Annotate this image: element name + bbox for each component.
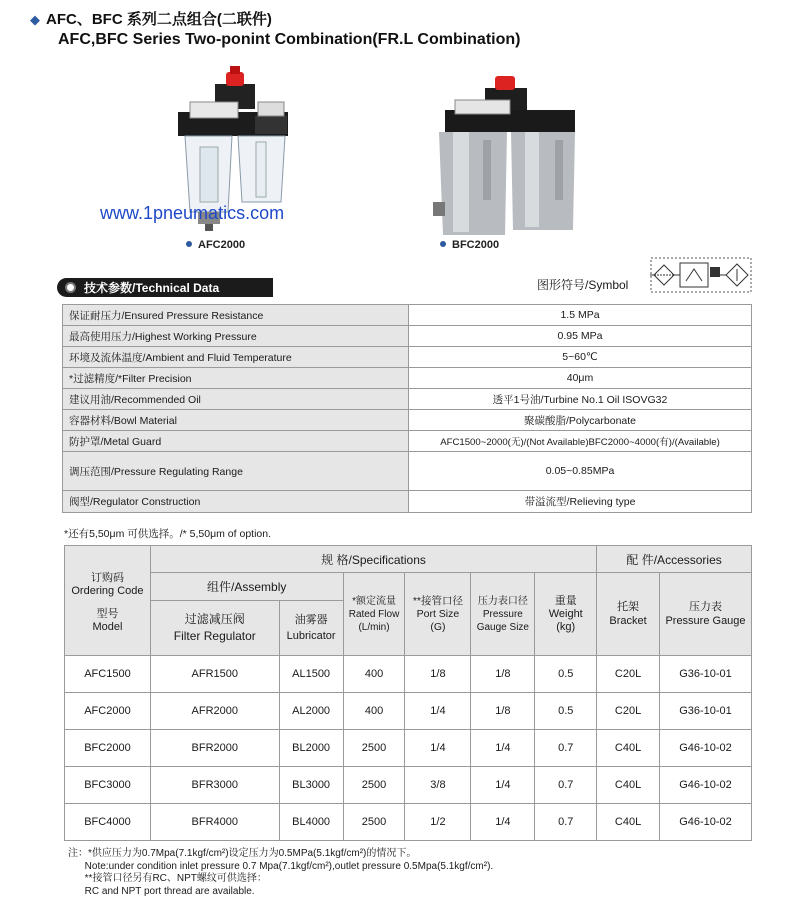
circle-icon	[65, 282, 76, 293]
tech-value: 5~60℃	[409, 347, 752, 368]
tech-key: 保证耐压力/Ensured Pressure Resistance	[63, 305, 409, 326]
technical-data-heading: 技术参数/Technical Data	[57, 278, 273, 297]
title-en: AFC,BFC Series Two-ponint Combination(FR.L Combination)	[58, 31, 521, 48]
specifications-table	[64, 545, 752, 841]
tech-value: 带溢流型/Relieving type	[409, 491, 752, 513]
pneumatic-symbol-icon	[650, 257, 752, 293]
port-size-header: **接管口径 Port Size (G)	[405, 573, 471, 656]
table-row: BFC4000 BFR4000 BL4000 2500 1/2 1/4 0.7 C40L G46-10-02	[65, 804, 752, 841]
tech-key: 防护罩/Metal Guard	[63, 431, 409, 452]
table-row: AFC1500 AFR1500 AL1500 400 1/8 1/8 0.5 C20L G36-10-01	[65, 656, 752, 693]
rated-flow-header: *额定流量 Rated Flow (L/min)	[343, 573, 405, 656]
lubricator-header: 油雾器 Lubricator	[279, 601, 343, 656]
technical-data-table	[62, 304, 752, 513]
watermark: www.1pneumatics.com	[100, 203, 285, 223]
diamond-icon: ◆	[30, 12, 40, 27]
tech-value: 透平1号油/Turbine No.1 Oil ISOVG32	[409, 389, 752, 410]
weight-header: 重量 Weight (kg)	[535, 573, 597, 656]
title-cn: ◆ AFC、BFC 系列二点组合(二联件)	[30, 11, 272, 28]
bullet-icon	[186, 241, 192, 247]
footnote-line: **接管口径另有RC、NPT螺纹可供选择：	[68, 873, 267, 884]
footnote-line: 注：*供应压力为0.7Mpa(7.1kgf/cm²)设定压力为0.5MPa(5.1kgf/cm²)的情况下。	[68, 848, 417, 859]
tech-value: 1.5 MPa	[409, 305, 752, 326]
table-row: AFC2000 AFR2000 AL2000 400 1/4 1/8 0.5 C20L G36-10-01	[65, 693, 752, 730]
tech-key: 阀型/Regulator Construction	[63, 491, 409, 513]
bullet-icon	[440, 241, 446, 247]
pressure-gauge-header: 压力表 Pressure Gauge	[659, 573, 751, 656]
gauge-size-header: 压力表口径 Pressure Gauge Size	[471, 573, 535, 656]
tech-value: 聚碳酸脂/Polycarbonate	[409, 410, 752, 431]
symbol-label: 图形符号/Symbol	[537, 278, 629, 292]
bracket-header: 托架 Bracket	[597, 573, 660, 656]
product-caption-afc2000: AFC2000	[186, 239, 245, 251]
ordering-code-header: 订购码 Ordering Code 型号 Model	[65, 546, 151, 656]
table-row: BFC2000 BFR2000 BL2000 2500 1/4 1/4 0.7 C40L G46-10-02	[65, 730, 752, 767]
tech-value: 0.05~0.85MPa	[409, 452, 752, 491]
filter-option-note: *还有5,50μm 可供选择。/* 5,50μm of option.	[64, 528, 272, 540]
bfc2000-product-image	[425, 70, 585, 235]
product-caption-bfc2000: BFC2000	[440, 239, 499, 251]
tech-value: 40μm	[409, 368, 752, 389]
footnote-line: RC and NPT port thread are available.	[68, 885, 255, 897]
table-row: BFC3000 BFR3000 BL3000 2500 3/8 1/4 0.7 C40L G46-10-02	[65, 767, 752, 804]
tech-key: 容器材料/Bowl Material	[63, 410, 409, 431]
tech-key: 调压范围/Pressure Regulating Range	[63, 452, 409, 491]
assembly-header: 组件/Assembly	[150, 573, 343, 601]
tech-value: 0.95 MPa	[409, 326, 752, 347]
tech-key: *过滤精度/*Filter Precision	[63, 368, 409, 389]
filter-regulator-header: 过滤减压阀 Filter Regulator	[150, 601, 279, 656]
tech-key: 最高使用压力/Highest Working Pressure	[63, 326, 409, 347]
footnotes	[68, 848, 493, 898]
tech-value: AFC1500~2000(无)/(Not Available)BFC2000~4000(有)/(Available)	[409, 431, 752, 452]
tech-key: 环境及流体温度/Ambient and Fluid Temperature	[63, 347, 409, 368]
tech-key: 建议用油/Recommended Oil	[63, 389, 409, 410]
footnote-line: Note:under condition inlet pressure 0.7 Mpa(7.1kgf/cm²),outlet pressure 0.5Mpa(5.1kgf/cm²).	[68, 860, 494, 872]
specifications-header: 规 格/Specifications	[150, 546, 596, 573]
accessories-header: 配 件/Accessories	[597, 546, 752, 573]
